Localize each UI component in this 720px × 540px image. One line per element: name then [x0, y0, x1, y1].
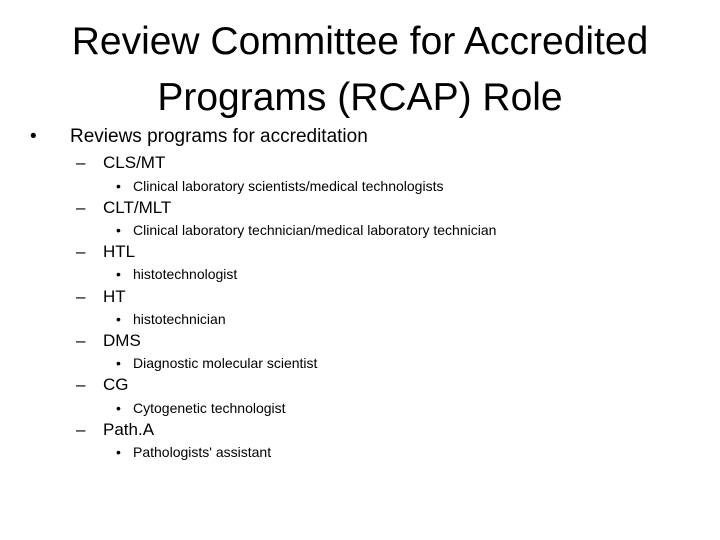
dash-icon: – — [76, 242, 86, 261]
dash-icon: – — [76, 287, 86, 306]
program-desc-item — [116, 222, 496, 238]
program-desc-item — [116, 178, 443, 194]
program-code-item — [76, 153, 165, 173]
title-line-2: Programs (RCAP) Role — [157, 76, 563, 119]
dash-icon: – — [76, 153, 86, 172]
program-code-item — [76, 198, 171, 218]
program-desc-item — [116, 311, 226, 327]
main-bullet-text: Reviews programs for accreditation — [70, 126, 368, 147]
program-desc-item — [116, 444, 271, 460]
program-code: DMS — [103, 331, 141, 350]
program-description: histotechnician — [133, 311, 226, 327]
bullet-icon: • — [116, 266, 121, 282]
program-description: Clinical laboratory scientists/medical technologists — [133, 178, 444, 194]
bullet-icon: • — [116, 444, 121, 460]
bullet-icon: • — [116, 222, 121, 238]
program-code: HTL — [103, 242, 136, 261]
bullet-icon: • — [30, 126, 37, 147]
dash-icon: – — [76, 331, 86, 350]
program-code: CG — [103, 375, 129, 394]
program-code-item — [76, 420, 154, 440]
program-description: Diagnostic molecular scientist — [133, 355, 318, 371]
program-desc-item — [116, 266, 237, 282]
bullet-icon: • — [116, 178, 121, 194]
main-bullet — [30, 126, 368, 148]
program-code-item — [76, 331, 141, 351]
program-code: CLT/MLT — [103, 198, 172, 217]
dash-icon: – — [76, 420, 86, 439]
program-description: histotechnologist — [133, 266, 238, 282]
dash-icon: – — [76, 198, 86, 217]
program-code-item — [76, 375, 129, 395]
program-description: Cytogenetic technologist — [133, 400, 286, 416]
bullet-icon: • — [116, 311, 121, 327]
program-description: Pathologists' assistant — [133, 444, 272, 460]
program-description: Clinical laboratory technician/medical laboratory technician — [133, 222, 497, 238]
title-line-1: Review Committee for Accredited — [71, 20, 649, 63]
program-code: Path.A — [103, 420, 155, 439]
bullet-icon: • — [116, 355, 121, 371]
program-code: HT — [103, 287, 126, 306]
program-desc-item — [116, 400, 286, 416]
dash-icon: – — [76, 375, 86, 394]
bullet-icon: • — [116, 400, 121, 416]
program-code-item — [76, 242, 135, 262]
program-code: CLS/MT — [103, 153, 166, 172]
program-desc-item — [116, 355, 317, 371]
program-code-item — [76, 287, 126, 307]
